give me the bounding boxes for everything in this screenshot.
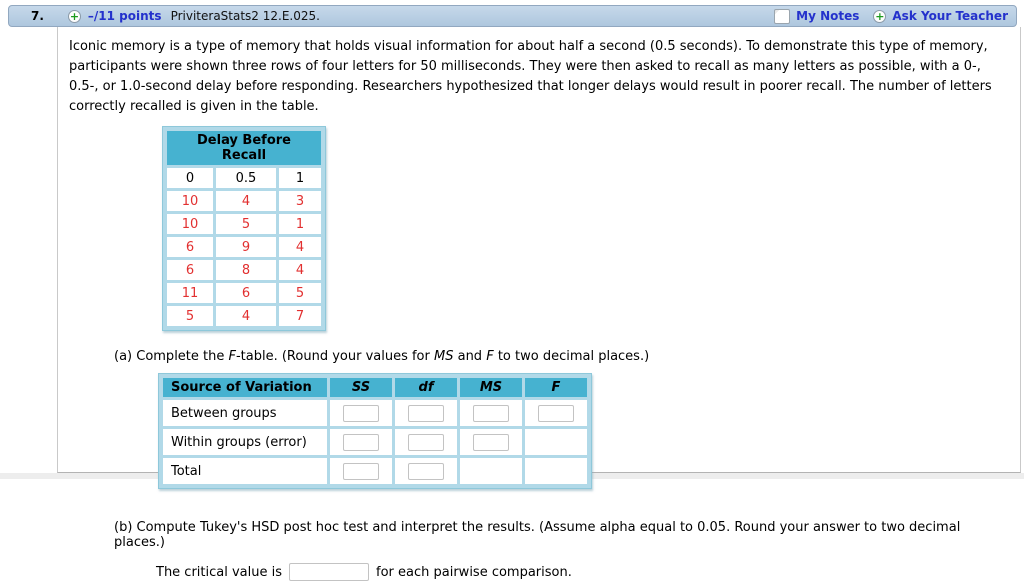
delay-cell: 5 — [167, 306, 213, 326]
my-notes-link[interactable]: My Notes — [796, 9, 860, 23]
delay-cell: 8 — [216, 260, 276, 280]
ms-header: MS — [460, 378, 522, 397]
df-header: df — [395, 378, 457, 397]
input-df-between[interactable] — [408, 405, 444, 422]
problem-statement: Iconic memory is a type of memory that holds visual information for about half a second (0.5 seconds). To demonstrate this type of memory, participants were shown three rows of four letters for 50 milliseconds. They were then asked to recall as many letters as possible, with a 0-, 0.5-, or 1.0-second delay before responding. Researchers hypothesized that longer delays would result in poorer recall. The number of letters correctly recalled is given in the table. — [69, 39, 992, 114]
critical-value-suffix: for each pairwise comparison. — [376, 564, 572, 580]
assignment-header-bar — [8, 5, 1017, 27]
delay-data-row — [167, 214, 321, 234]
row-label-within-groups: Within groups (error) — [163, 429, 327, 455]
delay-cell: 4 — [216, 191, 276, 211]
input-f-between[interactable] — [538, 405, 574, 422]
part-a-text: -table. (Round your values for — [235, 349, 434, 364]
part-a-italic-f: F — [228, 349, 236, 364]
part-b-instruction: (b) Compute Tukey's HSD post hoc test and interpret the results. (Assume alpha equal to 0.05. Round your answer to two decimal places.) — [114, 520, 961, 550]
f-header: F — [525, 378, 587, 397]
webassign-question-page — [0, 5, 1024, 580]
f-table-header-row — [163, 378, 587, 397]
input-ss-total[interactable] — [343, 463, 379, 480]
row-label-total: Total — [163, 458, 327, 484]
f-table-row-total — [163, 458, 587, 484]
f-table-row-between — [163, 400, 587, 426]
f-table-grid — [160, 375, 590, 487]
input-ms-within[interactable] — [473, 434, 509, 451]
delay-cell: 7 — [279, 306, 321, 326]
cell-df-total — [395, 458, 457, 484]
delay-cell: 6 — [216, 283, 276, 303]
ask-your-teacher-link[interactable]: Ask Your Teacher — [892, 9, 1008, 23]
delay-cell: 5 — [216, 214, 276, 234]
cell-ms-within — [460, 429, 522, 455]
cell-ms-between — [460, 400, 522, 426]
delay-data-row — [167, 237, 321, 257]
f-table-row-within — [163, 429, 587, 455]
delay-data-table — [162, 126, 326, 331]
part-a-instruction — [114, 349, 1010, 364]
delay-cell: 10 — [167, 214, 213, 234]
input-ms-between[interactable] — [473, 405, 509, 422]
cell-f-between — [525, 400, 587, 426]
delay-cell: 3 — [279, 191, 321, 211]
part-a-italic-f: F — [486, 349, 494, 364]
cell-ss-within — [330, 429, 392, 455]
delay-cell: 6 — [167, 260, 213, 280]
header-actions — [774, 9, 1008, 24]
part-a-text: to two decimal places.) — [493, 349, 650, 364]
delay-col-header: 0.5 — [216, 168, 276, 188]
delay-cell: 11 — [167, 283, 213, 303]
delay-data-row — [167, 191, 321, 211]
delay-data-row — [167, 306, 321, 326]
input-ss-between[interactable] — [343, 405, 379, 422]
cell-f-within-empty — [525, 429, 587, 455]
delay-table-header-row — [167, 168, 321, 188]
delay-cell: 6 — [167, 237, 213, 257]
ask-teacher-plus-icon[interactable]: + — [875, 9, 885, 23]
cell-df-within — [395, 429, 457, 455]
cell-ss-between — [330, 400, 392, 426]
delay-table-grid — [164, 128, 324, 329]
delay-cell: 4 — [279, 237, 321, 257]
ss-header: SS — [330, 378, 392, 397]
delay-col-header: 0 — [167, 168, 213, 188]
cell-df-between — [395, 400, 457, 426]
f-table — [158, 373, 592, 489]
cell-ss-total — [330, 458, 392, 484]
row-label-between-groups: Between groups — [163, 400, 327, 426]
points-label: –/11 points — [87, 9, 162, 23]
delay-cell: 4 — [279, 260, 321, 280]
delay-cell: 9 — [216, 237, 276, 257]
textbook-reference: PriviteraStats2 12.E.025. — [170, 9, 320, 23]
input-ss-within[interactable] — [343, 434, 379, 451]
delay-data-row — [167, 260, 321, 280]
cell-ms-total-empty — [460, 458, 522, 484]
source-of-variation-header: Source of Variation — [163, 378, 327, 397]
delay-cell: 10 — [167, 191, 213, 211]
delay-data-row — [167, 283, 321, 303]
delay-table-title: Delay Before Recall — [167, 131, 321, 165]
question-number: 7. — [31, 9, 44, 23]
critical-value-input[interactable] — [289, 563, 369, 581]
input-df-total[interactable] — [408, 463, 444, 480]
question-content — [57, 27, 1021, 580]
critical-value-line — [156, 563, 1010, 581]
part-a-text: and — [453, 349, 487, 364]
critical-value-prefix: The critical value is — [156, 564, 283, 580]
notes-icon — [774, 9, 790, 24]
input-df-within[interactable] — [408, 434, 444, 451]
part-a-italic-ms: MS — [434, 349, 454, 364]
expand-points-plus-icon[interactable]: + — [69, 9, 80, 23]
delay-cell: 5 — [279, 283, 321, 303]
delay-table-title-row — [167, 131, 321, 165]
delay-col-header: 1 — [279, 168, 321, 188]
cell-f-total-empty — [525, 458, 587, 484]
delay-cell: 1 — [279, 214, 321, 234]
delay-cell: 4 — [216, 306, 276, 326]
part-a-text: (a) Complete the — [114, 349, 229, 364]
